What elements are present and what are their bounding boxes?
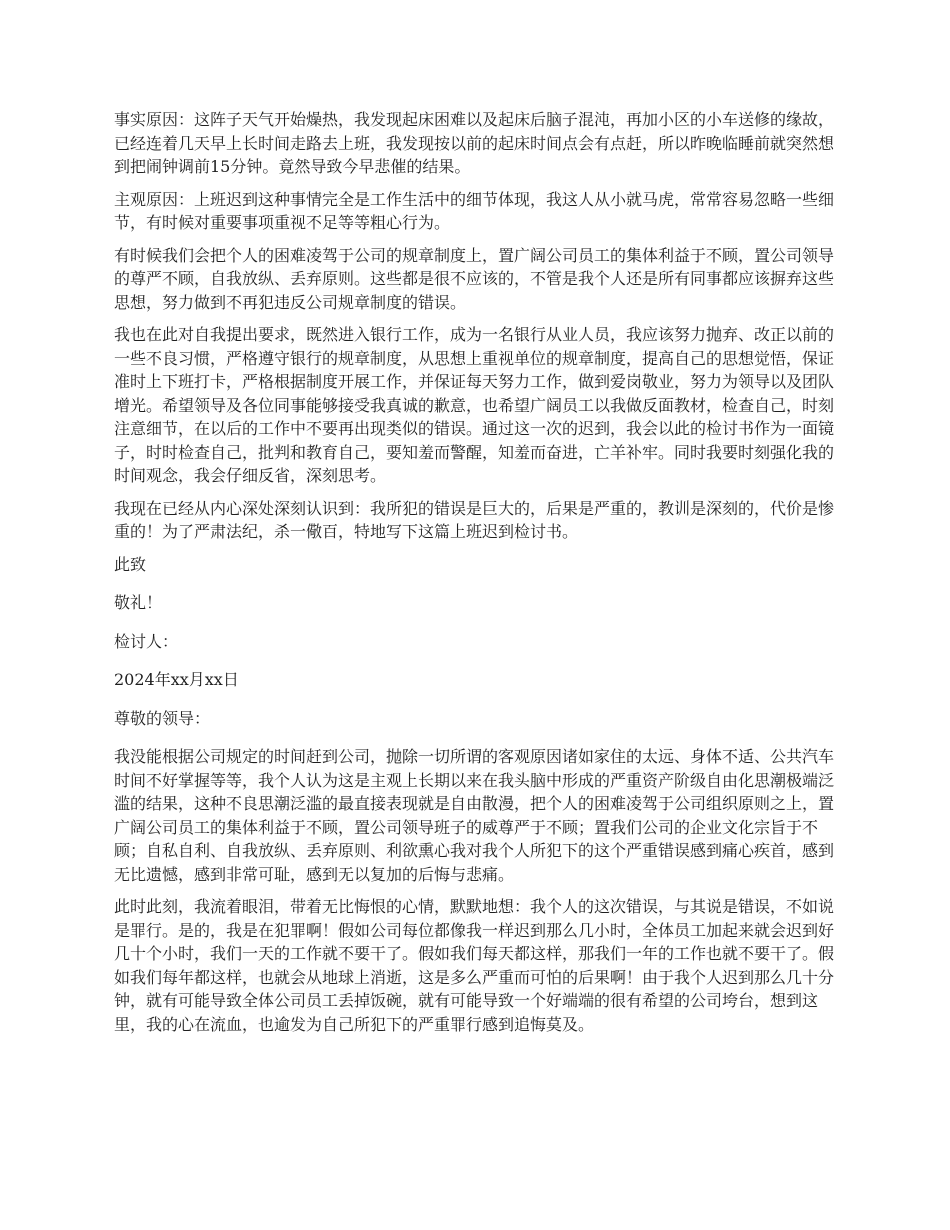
salutation: 尊敬的领导： — [114, 708, 211, 728]
document-body — [114, 108, 838, 1045]
paragraph-self-requirement: 我也在此对自我提出要求，既然进入银行工作，成为一名银行从业人员，我应该努力抛弃、改正以前的一些不良习惯，严格遵守银行的规章制度，从思想上重视单位的规章制度，提高自己的思想觉悟，保证准时上下班打卡，严格根据制度开展工作，并保证每天努力工作，做到爱岗敬业，努力为领导以及团队增光。希望领导及各位同事能够接受我真诚的歉意，也希望广阔员工以我做反面教材，检查自己，时刻注意细节，在以后的工作中不要再出现类似的错误。通过这一次的迟到，我会以此的检讨书作为一面镜子，时时检查自己，批判和教育自己，要知羞而警醒，知羞而奋进，亡羊补牢。同时我要时刻强化我的时间观念，我会仔细反省，深刻思考。 — [114, 325, 835, 485]
closing-line-2: 敬礼！ — [114, 593, 163, 612]
paragraph-admission: 我没能根据公司规定的时间赶到公司，抛除一切所谓的客观原因诸如家住的太远、身体不适、公共汽车时间不好掌握等等，我个人认为这是主观上长期以来在我头脑中形成的严重资产阶级自由化思潮极端泛滥的结果，这种不良思潮泛滥的最直接表现就是自由散漫，把个人的困难凌驾于公司组织原则之上，置广阔公司员工的集体利益于不顾，置公司领导班子的威尊严于不顾；置我们公司的企业文化宗旨于不顾；自私自利、自我放纵、丢弃原则、利欲熏心我对我个人所犯下的这个严重错误感到痛心疾首，感到无比遗憾，感到非常可耻，感到无以复加的后悔与悲痛。 — [114, 747, 835, 884]
closing-line-1: 此致 — [114, 554, 147, 574]
paragraph-remorse: 此时此刻，我流着眼泪，带着无比悔恨的心情，默默地想：我个人的这次错误，与其说是错误，不如说是罪行。是的，我是在犯罪啊！假如公司每位都像我一样迟到那么几小时，全体员工加起来就会迟到好几十个小时，我们一天的工作就不要干了。假如我们每天都这样，那我们一年的工作也就不要干了。假如我们每年都这样，也就会从地球上消逝，这是多么严重而可怕的后果啊！由于我个人迟到那么几十分钟，就有可能导致全体公司员工丢掉饭碗，就有可能导致一个好端端的很有希望的公司垮台，想到这里，我的心在流血，也逾发为自己所犯下的严重罪行感到追悔莫及。 — [114, 897, 835, 1034]
paragraph-subjective-reason: 主观原因：上班迟到这种事情完全是工作生活中的细节体现，我这人从小就马虎，常常容易忽略一些细节，有时候对重要事项重视不足等等粗心行为。 — [114, 189, 835, 232]
signer-label: 检讨人： — [114, 631, 179, 651]
document-date: 2024年xx月xx日 — [114, 670, 239, 689]
paragraph-conclusion: 我现在已经从内心深处深刻认识到：我所犯的错误是巨大的，后果是严重的，教训是深刻的，代价是惨重的！为了严肃法纪，杀一儆百，特地写下这篇上班迟到检讨书。 — [114, 498, 835, 541]
paragraph-reflection: 有时候我们会把个人的困难凌驾于公司的规章制度上，置广阔公司员工的集体利益于不顾，置公司领导的尊严不顾，自我放纵、丢弃原则。这些都是很不应该的，不管是我个人还是所有同事都应该摒弃这些思想，努力做到不再犯违反公司规章制度的错误。 — [114, 245, 835, 312]
paragraph-objective-reason: 事实原因：这阵子天气开始燥热，我发现起床困难以及起床后脑子混沌，再加小区的小车送修的缘故，已经连着几天早上长时间走路去上班，我发现按以前的起床时间点会有点赶，所以昨晚临睡前就突然想到把闹钟调前15分钟。竟然导致今早悲催的结果。 — [114, 110, 835, 176]
